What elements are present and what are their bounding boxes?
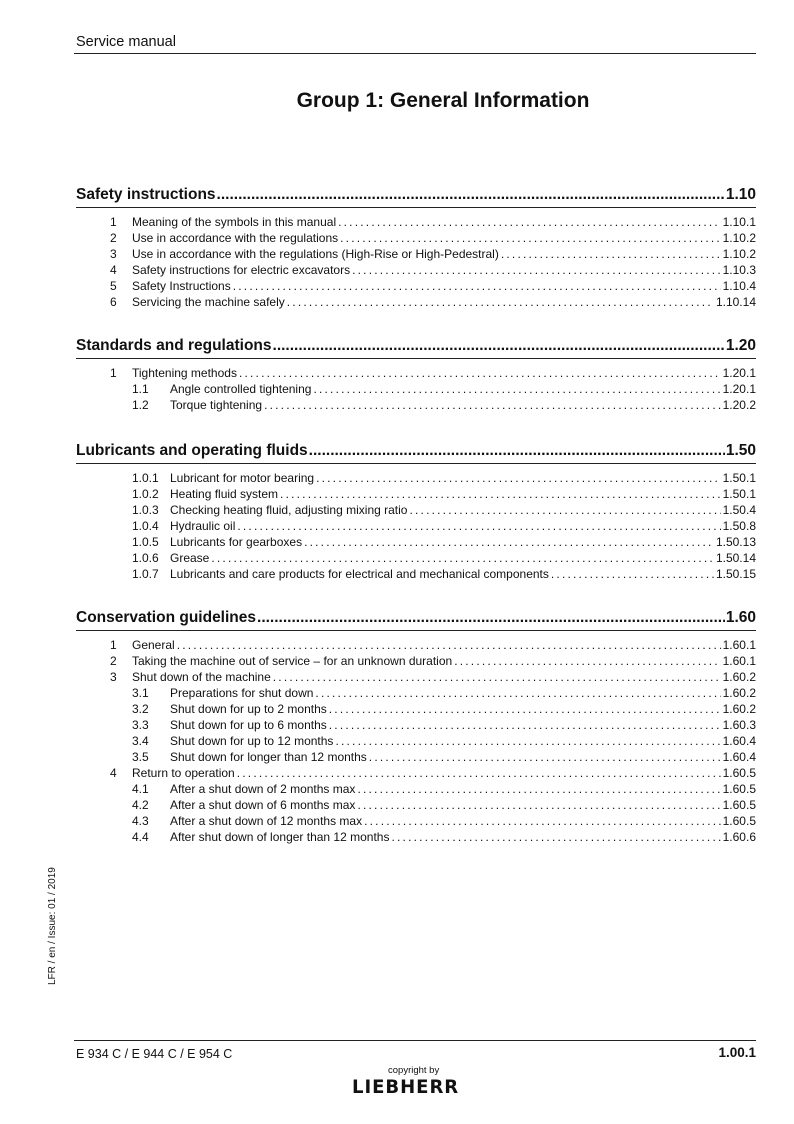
entry-number: 4.4	[132, 830, 149, 844]
entry-title: Meaning of the symbols in this manual	[132, 215, 337, 229]
leader-dots	[211, 550, 714, 566]
entry-title: Lubricants for gearboxes	[170, 535, 303, 549]
entry-page: 1.50.1	[722, 471, 756, 485]
leader-dots	[257, 606, 725, 630]
entry-page: 1.50.14	[715, 551, 756, 565]
toc-entry[interactable]	[76, 653, 756, 669]
entry-page: 1.50.13	[715, 535, 756, 549]
leader-dots	[273, 334, 725, 358]
entry-number: 4	[110, 766, 117, 780]
entry-number: 6	[110, 295, 117, 309]
entry-number: 1	[110, 366, 117, 380]
entry-title: Tightening methods	[132, 366, 237, 380]
leader-dots	[329, 717, 721, 733]
entry-number: 3.5	[132, 750, 149, 764]
entry-number: 1.0.4	[132, 519, 159, 533]
entry-title: Torque tightening	[170, 398, 263, 412]
leader-dots	[501, 246, 721, 262]
entry-list	[76, 470, 756, 582]
section-heading[interactable]	[76, 606, 756, 630]
leader-dots	[237, 518, 720, 534]
entry-title: Lubricants and care products for electrical and mechanical components	[170, 567, 549, 581]
toc-entry[interactable]	[76, 294, 756, 310]
leader-dots	[364, 813, 721, 829]
section-title: Standards and regulations	[76, 337, 272, 354]
entry-page: 1.10.2	[722, 247, 756, 261]
header-title: Service manual	[76, 34, 176, 50]
toc-entry[interactable]	[76, 381, 756, 397]
entry-number: 4.3	[132, 814, 149, 828]
toc-entry[interactable]	[76, 669, 756, 685]
leader-dots	[369, 749, 721, 765]
leader-dots	[264, 397, 721, 413]
entry-number: 4.1	[132, 782, 149, 796]
leader-dots	[315, 685, 720, 701]
entry-number: 3.2	[132, 702, 149, 716]
toc-entry[interactable]	[76, 733, 756, 749]
toc-entry[interactable]	[76, 717, 756, 733]
section-title: Conservation guidelines	[76, 609, 257, 626]
entry-number: 3	[110, 670, 117, 684]
toc-entry[interactable]	[76, 829, 756, 845]
entry-page: 1.60.5	[722, 766, 756, 780]
entry-page: 1.60.5	[722, 782, 756, 796]
toc-entry[interactable]	[76, 685, 756, 701]
section-rule	[76, 207, 756, 208]
leader-dots	[273, 669, 721, 685]
leader-dots	[329, 701, 721, 717]
entry-page: 1.20.1	[722, 366, 756, 380]
entry-number: 3.4	[132, 734, 149, 748]
leader-dots	[338, 214, 721, 230]
entry-page: 1.60.5	[722, 798, 756, 812]
section-page: 1.60	[725, 609, 756, 626]
entry-page: 1.60.4	[722, 750, 756, 764]
entry-number: 5	[110, 279, 117, 293]
entry-number: 2	[110, 654, 117, 668]
leader-dots	[309, 439, 725, 463]
entry-page: 1.10.1	[722, 215, 756, 229]
entry-page: 1.60.1	[722, 638, 756, 652]
entry-number: 1.0.7	[132, 567, 159, 581]
entry-number: 1.1	[132, 382, 149, 396]
leader-dots	[233, 278, 721, 294]
table-of-contents	[76, 183, 756, 869]
entry-page: 1.60.1	[722, 654, 756, 668]
entry-number: 1	[110, 638, 117, 652]
toc-entry[interactable]	[76, 518, 756, 534]
entry-title: Angle controlled tightening	[170, 382, 312, 396]
leader-dots	[313, 381, 720, 397]
leader-dots	[177, 637, 721, 653]
toc-entry[interactable]	[76, 214, 756, 230]
header-rule	[74, 53, 756, 54]
entry-number: 1.0.1	[132, 471, 159, 485]
copyright-text: copyright by	[388, 1065, 440, 1076]
entry-number: 1.2	[132, 398, 149, 412]
toc-entry[interactable]	[76, 765, 756, 781]
toc-section	[76, 439, 756, 582]
entry-list	[76, 637, 756, 845]
toc-entry[interactable]	[76, 278, 756, 294]
entry-title: Shut down for up to 12 months	[170, 734, 334, 748]
footer-page-number: 1.00.1	[718, 1045, 756, 1060]
entry-number: 3.1	[132, 686, 149, 700]
entry-number: 1.0.3	[132, 503, 159, 517]
liebherr-logo: LIEBHERR	[352, 1076, 460, 1098]
entry-number: 1.0.5	[132, 535, 159, 549]
section-title: Safety instructions	[76, 186, 216, 203]
entry-title: Use in accordance with the regulations	[132, 231, 339, 245]
section-rule	[76, 358, 756, 359]
entry-page: 1.60.2	[722, 686, 756, 700]
toc-entry[interactable]	[76, 365, 756, 381]
toc-entry[interactable]	[76, 550, 756, 566]
leader-dots	[551, 566, 714, 582]
footer-rule	[74, 1040, 756, 1041]
entry-page: 1.60.5	[722, 814, 756, 828]
entry-page: 1.10.2	[722, 231, 756, 245]
entry-title: Return to operation	[132, 766, 235, 780]
toc-section	[76, 183, 756, 310]
toc-entry[interactable]	[76, 813, 756, 829]
leader-dots	[316, 470, 721, 486]
entry-number: 2	[110, 231, 117, 245]
entry-title: Shut down for up to 6 months	[170, 718, 327, 732]
entry-title: Servicing the machine safely	[132, 295, 285, 309]
toc-entry[interactable]	[76, 262, 756, 278]
entry-list	[76, 214, 756, 310]
section-page: 1.20	[725, 337, 756, 354]
toc-entry[interactable]	[76, 566, 756, 582]
entry-number: 1.0.6	[132, 551, 159, 565]
toc-entry[interactable]	[76, 701, 756, 717]
entry-page: 1.60.4	[722, 734, 756, 748]
entry-page: 1.60.2	[722, 702, 756, 716]
footer-models: E 934 C / E 944 C / E 954 C	[76, 1047, 233, 1061]
leader-dots	[304, 534, 714, 550]
entry-number: 1	[110, 215, 117, 229]
leader-dots	[217, 183, 725, 207]
entry-number: 4	[110, 263, 117, 277]
entry-page: 1.60.2	[722, 670, 756, 684]
toc-entry[interactable]	[76, 470, 756, 486]
entry-page: 1.20.1	[722, 382, 756, 396]
leader-dots	[239, 365, 721, 381]
entry-title: After a shut down of 2 months max	[170, 782, 356, 796]
leader-dots	[357, 797, 720, 813]
entry-title: Use in accordance with the regulations (High-Rise or High-Pedestral)	[132, 247, 499, 261]
entry-page: 1.50.4	[722, 503, 756, 517]
toc-section	[76, 606, 756, 845]
leader-dots	[409, 502, 720, 518]
entry-page: 1.60.6	[722, 830, 756, 844]
entry-title: Safety instructions for electric excavators	[132, 263, 351, 277]
section-heading[interactable]	[76, 439, 756, 463]
leader-dots	[280, 486, 721, 502]
entry-title: Shut down for longer than 12 months	[170, 750, 367, 764]
entry-number: 3	[110, 247, 117, 261]
entry-page: 1.10.4	[722, 279, 756, 293]
entry-title: Shut down of the machine	[132, 670, 271, 684]
entry-number: 1.0.2	[132, 487, 159, 501]
toc-entry[interactable]	[76, 749, 756, 765]
entry-title: After shut down of longer than 12 months	[170, 830, 390, 844]
toc-entry[interactable]	[76, 397, 756, 413]
entry-page: 1.20.2	[722, 398, 756, 412]
leader-dots	[287, 294, 714, 310]
entry-title: Shut down for up to 2 months	[170, 702, 327, 716]
entry-number: 4.2	[132, 798, 149, 812]
toc-entry[interactable]	[76, 781, 756, 797]
leader-dots	[237, 765, 721, 781]
entry-number: 3.3	[132, 718, 149, 732]
toc-entry[interactable]	[76, 534, 756, 550]
toc-entry[interactable]	[76, 637, 756, 653]
entry-title: General	[132, 638, 175, 652]
entry-title: Grease	[170, 551, 210, 565]
toc-entry[interactable]	[76, 502, 756, 518]
section-rule	[76, 630, 756, 631]
toc-entry[interactable]	[76, 486, 756, 502]
entry-title: Hydraulic oil	[170, 519, 236, 533]
section-rule	[76, 463, 756, 464]
section-title: Lubricants and operating fluids	[76, 442, 308, 459]
leader-dots	[454, 653, 720, 669]
leader-dots	[357, 781, 720, 797]
entry-title: Checking heating fluid, adjusting mixing ratio	[170, 503, 408, 517]
leader-dots	[352, 262, 721, 278]
leader-dots	[335, 733, 720, 749]
entry-page: 1.50.8	[722, 519, 756, 533]
toc-section	[76, 334, 756, 413]
entry-title: Safety Instructions	[132, 279, 231, 293]
page-title: Group 1: General Information	[296, 89, 590, 112]
entry-page: 1.50.1	[722, 487, 756, 501]
leader-dots	[340, 230, 721, 246]
section-heading[interactable]	[76, 183, 756, 207]
entry-page: 1.10.14	[715, 295, 756, 309]
entry-list	[76, 365, 756, 413]
section-page: 1.10	[725, 186, 756, 203]
toc-entry[interactable]	[76, 797, 756, 813]
entry-title: After a shut down of 12 months max	[170, 814, 363, 828]
section-heading[interactable]	[76, 334, 756, 358]
issue-note: LFR / en / Issue: 01 / 2019	[47, 867, 58, 985]
entry-page: 1.50.15	[715, 567, 756, 581]
entry-title: Lubricant for motor bearing	[170, 471, 315, 485]
entry-title: After a shut down of 6 months max	[170, 798, 356, 812]
entry-title: Heating fluid system	[170, 487, 279, 501]
toc-entry[interactable]	[76, 230, 756, 246]
leader-dots	[391, 829, 720, 845]
section-page: 1.50	[725, 442, 756, 459]
entry-page: 1.10.3	[722, 263, 756, 277]
entry-page: 1.60.3	[722, 718, 756, 732]
entry-title: Preparations for shut down	[170, 686, 314, 700]
entry-title: Taking the machine out of service – for an unknown duration	[132, 654, 453, 668]
toc-entry[interactable]	[76, 246, 756, 262]
